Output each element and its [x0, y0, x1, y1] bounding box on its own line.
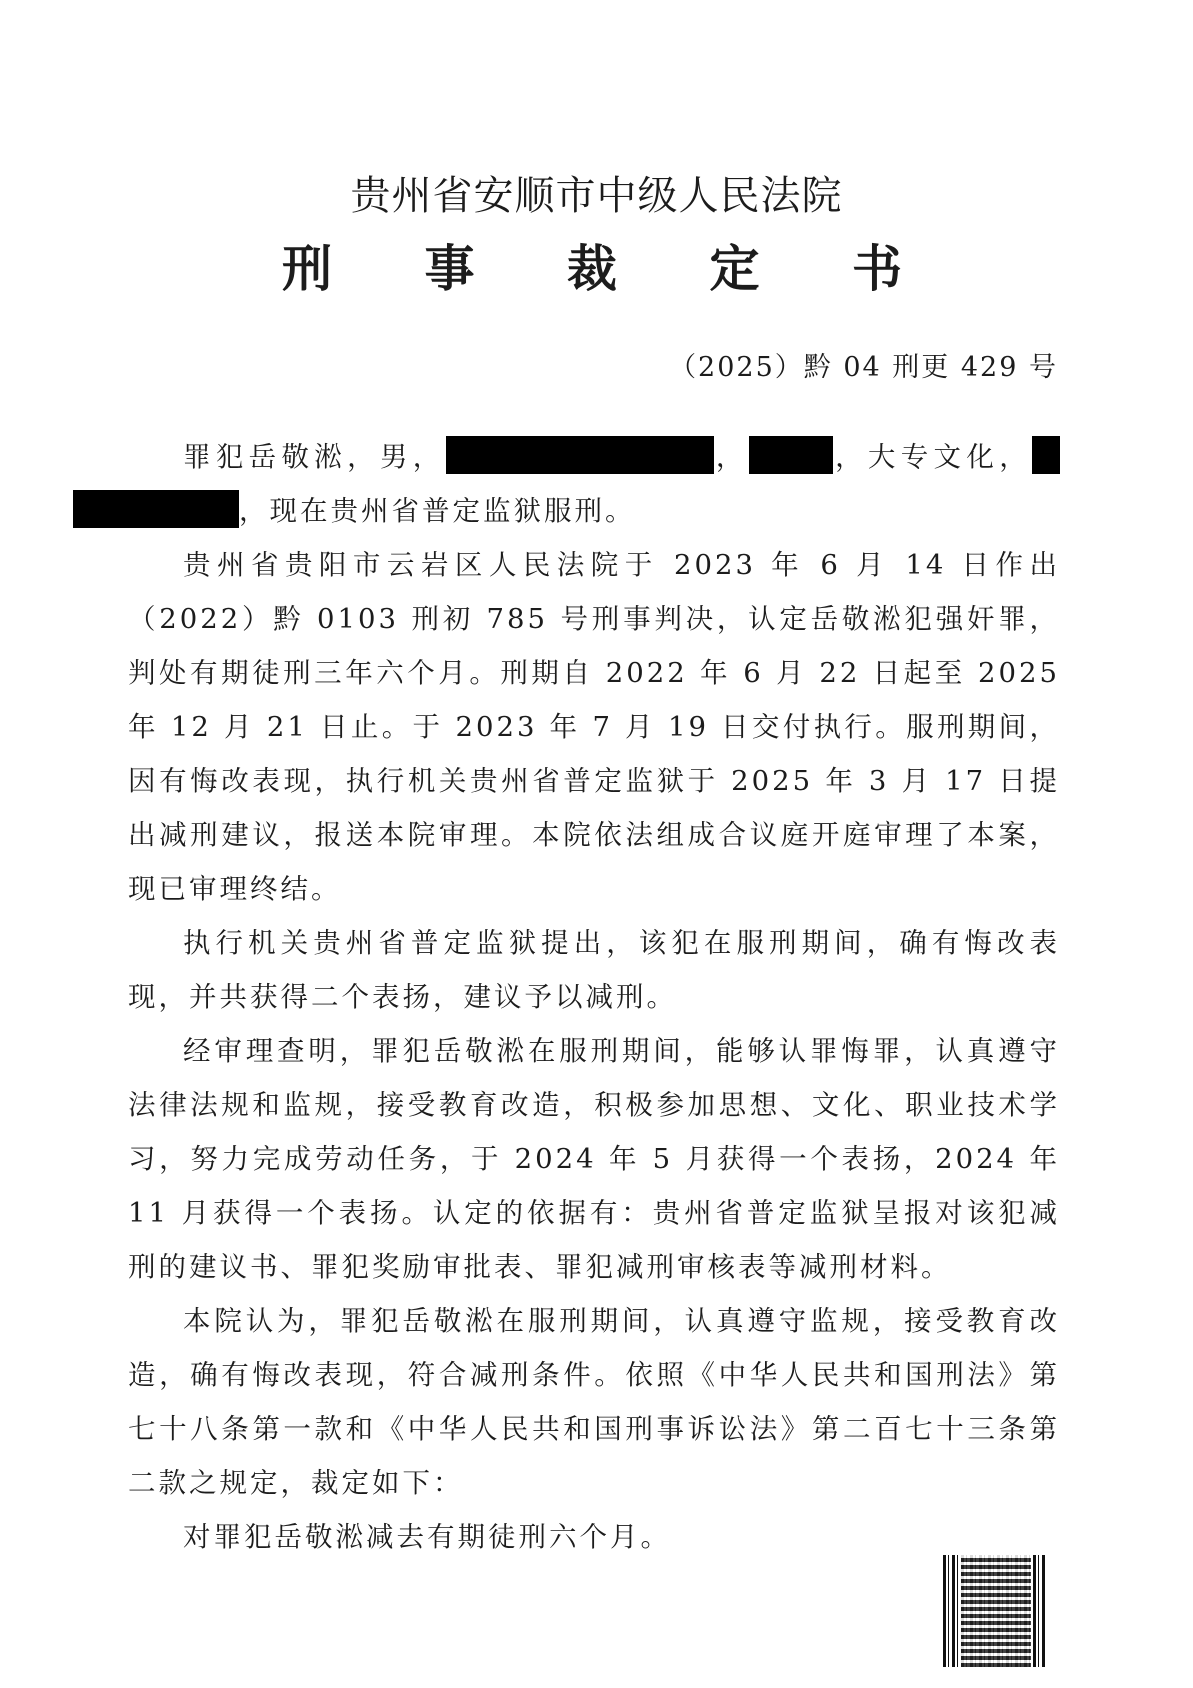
document-title: [282, 234, 902, 304]
paragraph-background: 贵州省贵阳市云岩区人民法院于 2023 年 6 月 14 日作出（2022）黔 0103 刑初 785 号刑事判决，认定岳敬淞犯强奸罪，判处有期徒刑三年六个月。刑期自 2022 年 6 月 22 日起至 2025 年 12 月 21 日止。于 2023 年 7 月 19 日交付执行。服刑期间，因有悔改表现，执行机关贵州省普定监狱于 2025 年 3 月 17 日提出减刑建议，报送本院审理。本院依法组成合议庭开庭审理了本案，现已审理终结。: [128, 549, 1060, 905]
court-name: 贵州省安顺市中级人民法院: [350, 173, 843, 219]
education-text: ，大专文化，: [832, 441, 1033, 473]
custody-text: ，现在贵州省普定监狱服刑。: [239, 495, 636, 527]
paragraph-defendant: [128, 430, 1060, 538]
separator: ，: [713, 441, 749, 473]
redaction-block: [749, 436, 833, 474]
paragraph-ruling: 对罪犯岳敬淞减去有期徒刑六个月。: [183, 1521, 671, 1553]
paragraph-proposal: 执行机关贵州省普定监狱提出，该犯在服刑期间，确有悔改表现，并共获得二个表扬，建议予以减刑。: [128, 927, 1060, 1013]
redaction-block: [446, 436, 714, 474]
defendant-intro: 罪犯岳敬淞，男，: [183, 441, 446, 473]
barcode-image: [943, 1555, 1046, 1667]
redaction-block: [73, 490, 239, 528]
title-char: 书: [852, 240, 902, 298]
qr-code-image: [961, 1555, 1031, 1667]
case-number: （2025）黔 04 刑更 429 号: [669, 352, 1058, 383]
title-char: 事: [424, 240, 475, 298]
paragraph-reasoning: 本院认为，罪犯岳敬淞在服刑期间，认真遵守监规，接受教育改造，确有悔改表现，符合减刑条件。依照《中华人民共和国刑法》第七十八条第一款和《中华人民共和国刑事诉讼法》第二百七十三条第二款之规定，裁定如下：: [128, 1305, 1060, 1499]
ruling-body: [128, 430, 1060, 1564]
title-char: 定: [709, 240, 760, 298]
title-char: 刑: [282, 240, 332, 298]
paragraph-findings: 经审理查明，罪犯岳敬淞在服刑期间，能够认罪悔罪，认真遵守法律法规和监规，接受教育改造，积极参加思想、文化、职业技术学习，努力完成劳动任务，于 2024 年 5 月获得一个表扬，2024 年 11 月获得一个表扬。认定的依据有：贵州省普定监狱呈报对该犯减刑的建议书、罪犯奖励审批表、罪犯减刑审核表等减刑材料。: [128, 1035, 1060, 1283]
title-char: 裁: [567, 240, 617, 298]
redaction-block: [1032, 436, 1060, 474]
